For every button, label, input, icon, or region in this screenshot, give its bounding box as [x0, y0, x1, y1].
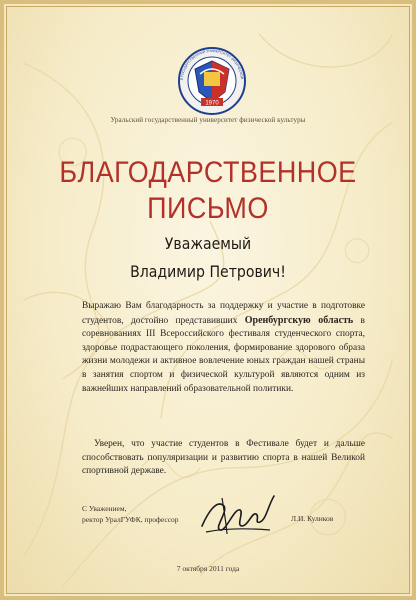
letter-paragraph-1	[82, 300, 365, 396]
university-name: Уральский государственный университет физической культуры	[110, 116, 306, 124]
closing-regards: С Уважением,	[82, 504, 127, 513]
signatory-name: Л.И. Куликов	[291, 514, 334, 523]
letter-date: 7 октября 2011 года	[176, 564, 240, 573]
svg-text:1970: 1970	[205, 100, 219, 107]
paragraph-1-end: в соревнованиях III Всероссийского фестиваля студенческого спорта, здоровье подрастающего поколения, формирование здорового образа жизни молодежи и активное вовлечение юных граждан нашей страны в занятия спортом и физической культурой являются одним из важнейших направлений образовательной политики.	[82, 315, 365, 394]
letter-paragraph-2: Уверен, что участие студентов в Фестивале будет и дальше способствовать популяризации и развитию спорта в нашей Великой спортивной державе.	[82, 439, 365, 477]
signatory-title: ректор УралГУФК, профессор	[82, 515, 179, 524]
document-title-line2: ПИСЬМО	[147, 192, 269, 225]
greeting-addressee: Владимир Петрович!	[130, 262, 286, 281]
university-emblem	[167, 44, 257, 118]
closing-block	[82, 503, 179, 525]
paragraph-1-start: Выражаю Вам благодарность за поддержку и участие в подготовке студентов, достойно представивших	[82, 301, 365, 326]
document-title-line1: БЛАГОДАРСТВЕННОЕ	[59, 156, 357, 189]
svg-text:УРАЛЬСКИЙ ГОСУДАРСТВЕННЫЙ УНИВ: Й ГОСУДАРСТВЕННЫЙ УНИВЕРСИТЕТ ФИЗИЧЕСКОЙ	[179, 48, 244, 81]
handwritten-signature	[196, 488, 278, 540]
highlighted-region: Оренбургскую область	[244, 314, 354, 326]
greeting-salutation: Уважаемый	[164, 234, 252, 253]
